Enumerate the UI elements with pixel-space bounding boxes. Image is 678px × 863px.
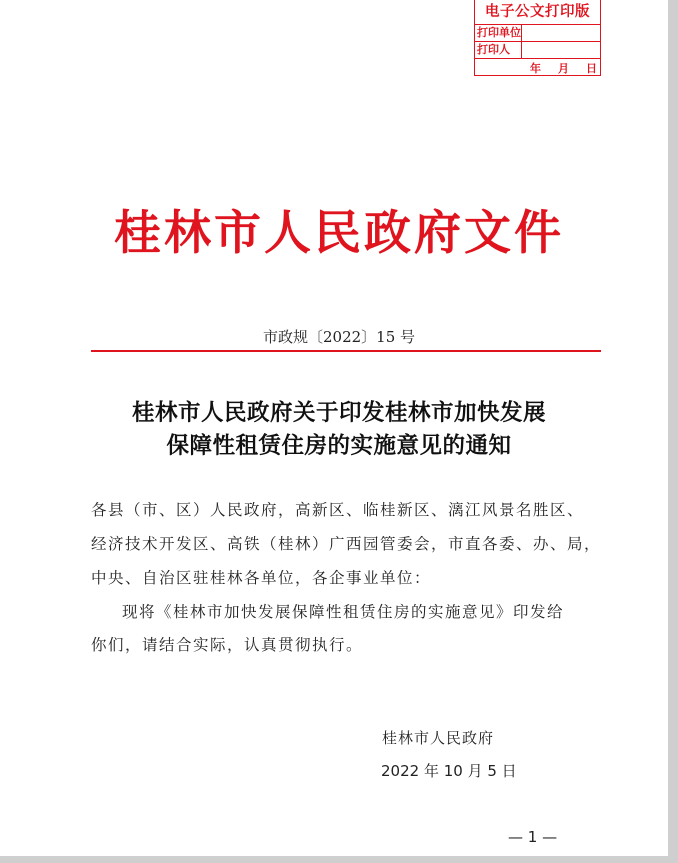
- document-title: 桂林市人民政府文件: [114, 206, 564, 261]
- print-stamp: [474, 0, 601, 76]
- notice-heading-line1: 桂林市人民政府关于印发桂林市加快发展: [131, 400, 546, 426]
- body-line: 中央、自治区驻桂林各单位，各企事业单位：: [91, 569, 432, 587]
- page-number: — 1 —: [508, 828, 558, 846]
- stamp-month: 月: [558, 62, 569, 75]
- signature-date: 2022 年 10 月 5 日: [381, 762, 517, 780]
- stamp-year: 年: [530, 62, 541, 75]
- stamp-unit-label: 打印单位: [477, 26, 521, 39]
- signature-organization: 桂林市人民政府: [382, 729, 495, 747]
- stamp-title: 电子公文打印版: [475, 0, 600, 25]
- stamp-date-row: [475, 59, 600, 77]
- document-number: 市政规〔2022〕15 号: [262, 328, 416, 346]
- body-line: 你们，请结合实际，认真贯彻执行。: [91, 636, 364, 654]
- stamp-day: 日: [586, 62, 597, 75]
- body-line: 经济技术开发区、高铁（桂林）广西园管委会，市直各委、办、局，: [91, 535, 602, 553]
- stamp-person-row: [475, 42, 600, 59]
- stamp-unit-row: [475, 25, 600, 42]
- body-line: 现将《桂林市加快发展保障性租赁住房的实施意见》印发给: [122, 603, 565, 621]
- red-divider: [91, 350, 601, 352]
- stamp-person-label: 打印人: [475, 42, 522, 58]
- body-line: 各县（市、区）人民政府，高新区、临桂新区、漓江风景名胜区、: [91, 501, 585, 519]
- notice-heading-line2: 保障性租赁住房的实施意见的通知: [166, 433, 512, 459]
